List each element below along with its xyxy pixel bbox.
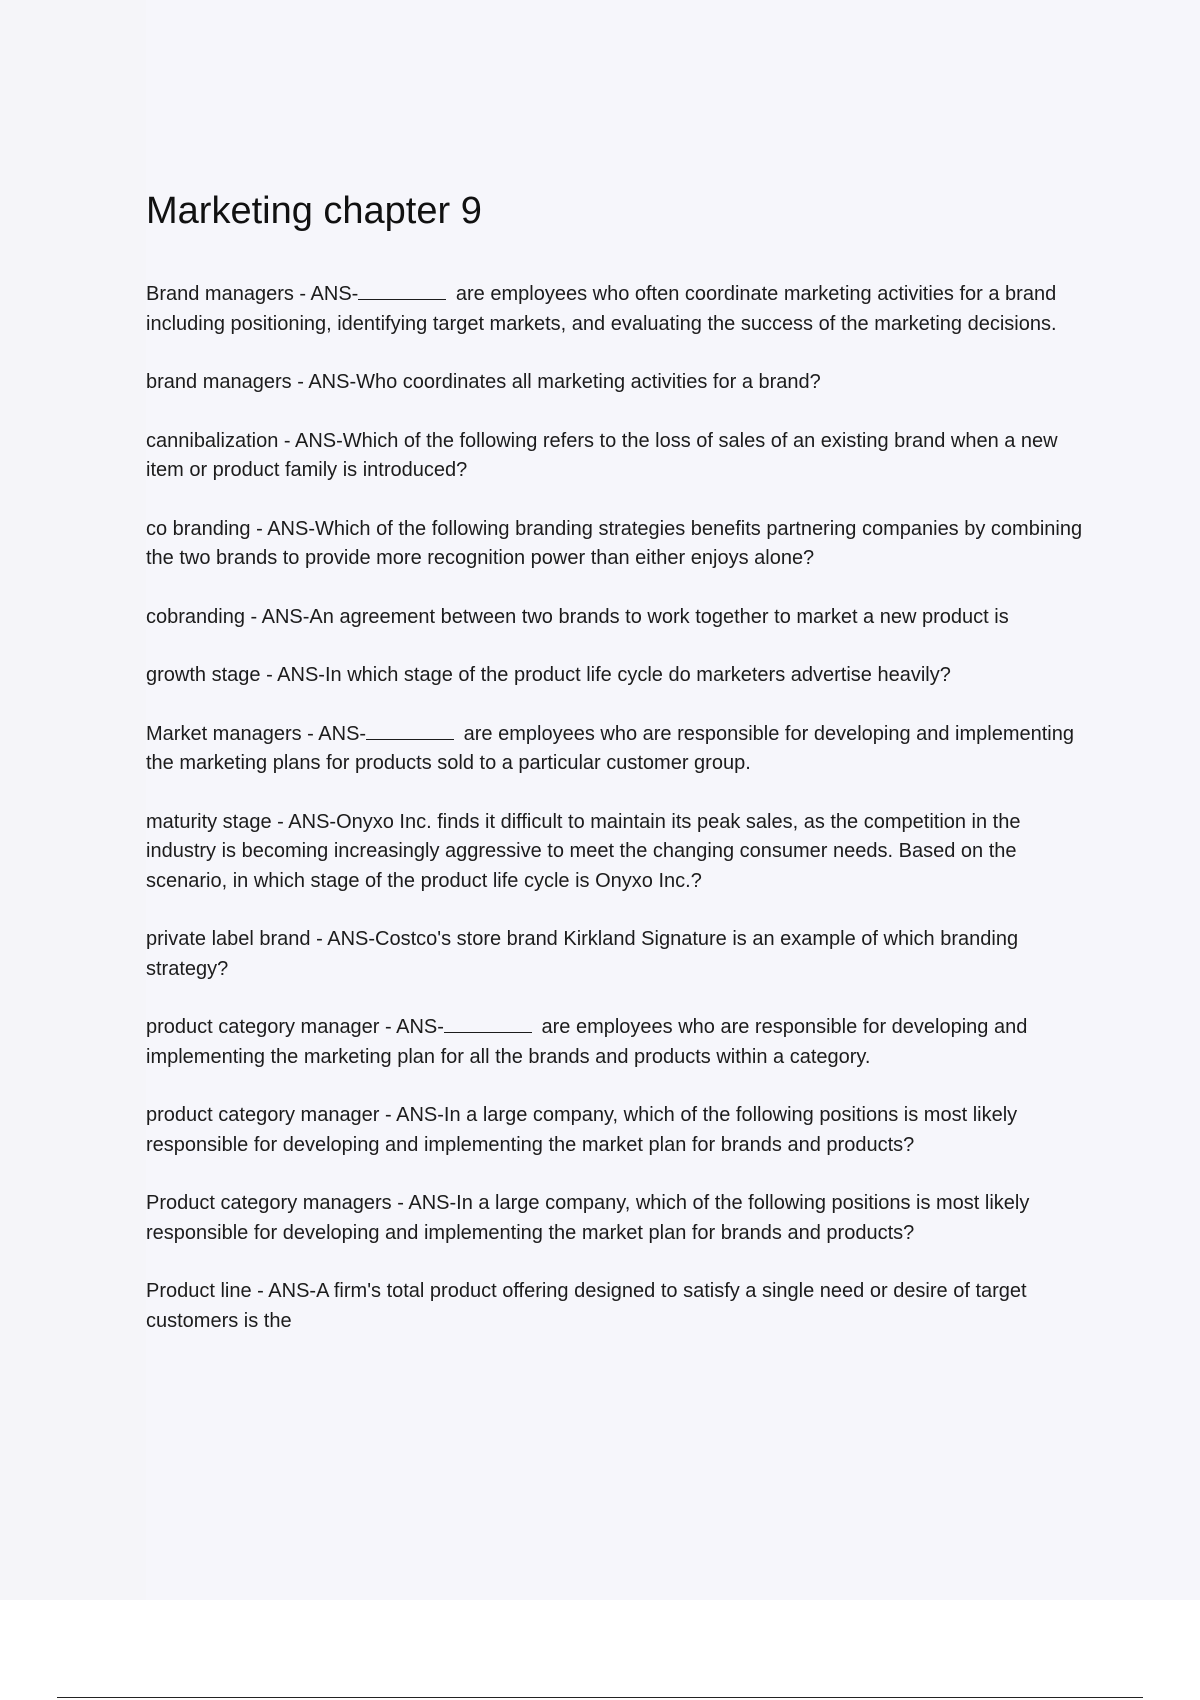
fill-in-blank bbox=[366, 722, 454, 740]
entry-answer: In which stage of the product life cycle do marketers advertise heavily? bbox=[324, 664, 951, 686]
entry-separator: - ANS- bbox=[271, 810, 337, 833]
entry-term: brand managers bbox=[146, 371, 292, 393]
entry-term: product category manager bbox=[146, 1016, 380, 1038]
page-margin bbox=[0, 0, 146, 1600]
flashcard-entry bbox=[146, 368, 1086, 398]
entry-answer: are employees who are responsible for developing and implementing the marketing plan for all the brands and products within a category. bbox=[146, 1016, 1028, 1068]
document-content bbox=[146, 184, 1086, 1365]
entry-answer: In a large company, which of the following positions is most likely responsible for developing and implementing the market plan for brands and products? bbox=[146, 1104, 1018, 1156]
entry-answer: Onyxo Inc. finds it difficult to maintain its peak sales, as the competition in the industry is becoming increasingly aggressive to meet the changing consumer needs. Based on the scenario, in which stage of the product life cycle is Onyxo Inc.? bbox=[146, 810, 1021, 892]
flashcard-entry bbox=[146, 1013, 1086, 1072]
entry-separator: - ANS- bbox=[291, 371, 357, 393]
entry-answer: are employees who are responsible for developing and implementing the marketing plans for products sold to a particular customer group. bbox=[146, 722, 1074, 774]
entry-answer: In a large company, which of the following positions is most likely responsible for developing and implementing the market plan for brands and products? bbox=[146, 1192, 1030, 1244]
flashcard-entry bbox=[146, 280, 1086, 339]
fill-in-blank bbox=[444, 1015, 532, 1033]
entry-list bbox=[146, 280, 1086, 1336]
entry-term: Product category managers bbox=[146, 1192, 392, 1214]
entry-term: cobranding bbox=[146, 605, 245, 628]
entry-term: maturity stage bbox=[146, 810, 272, 833]
entry-term: Brand managers bbox=[146, 283, 294, 305]
entry-answer: Which of the following branding strategies benefits partnering companies by combining the two brands to provide more recognition power than either enjoys alone? bbox=[146, 517, 1083, 569]
entry-term: Product line bbox=[146, 1280, 252, 1302]
entry-separator: - ANS- bbox=[278, 429, 343, 452]
entry-separator: - ANS- bbox=[244, 605, 310, 628]
entry-term: product category manager bbox=[146, 1104, 380, 1126]
flashcard-entry bbox=[146, 720, 1086, 779]
fill-in-blank bbox=[358, 282, 446, 300]
flashcard-entry bbox=[146, 603, 1086, 633]
entry-term: private label brand bbox=[146, 928, 311, 950]
entry-answer: Costco's store brand Kirkland Signature is an example of which branding strategy? bbox=[146, 928, 1019, 980]
flashcard-entry bbox=[146, 1277, 1086, 1336]
entry-term: co branding bbox=[146, 517, 251, 540]
document-title: Marketing chapter 9 bbox=[146, 190, 482, 232]
footer-divider bbox=[57, 1697, 1143, 1698]
entry-term: cannibalization bbox=[146, 429, 279, 452]
entry-separator: - ANS- bbox=[379, 1016, 444, 1038]
entry-answer: Which of the following refers to the loss of sales of an existing brand when a new item or product family is introduced? bbox=[146, 429, 1058, 481]
entry-separator: - ANS- bbox=[260, 664, 325, 686]
entry-separator: - ANS- bbox=[250, 517, 315, 540]
flashcard-entry bbox=[146, 1189, 1086, 1248]
entry-term: growth stage bbox=[146, 664, 261, 686]
entry-answer: A firm's total product offering designed to satisfy a single need or desire of target customers is the bbox=[146, 1280, 1027, 1332]
flashcard-entry bbox=[146, 1101, 1086, 1160]
entry-answer: An agreement between two brands to work together to market a new product is bbox=[309, 605, 1009, 628]
entry-separator: - ANS- bbox=[310, 928, 376, 950]
entry-separator: - ANS- bbox=[301, 722, 367, 745]
entry-separator: - ANS- bbox=[293, 283, 359, 305]
entry-term: Market managers bbox=[146, 722, 302, 745]
entry-separator: - ANS- bbox=[251, 1280, 317, 1302]
entry-separator: - ANS- bbox=[379, 1104, 444, 1126]
entry-answer: Who coordinates all marketing activities for a brand? bbox=[356, 371, 821, 393]
entry-answer: are employees who often coordinate marketing activities for a brand including positioning, identifying target markets, and evaluating the success of the marketing decisions. bbox=[146, 283, 1057, 335]
flashcard-entry bbox=[146, 661, 1086, 691]
flashcard-entry bbox=[146, 925, 1086, 984]
flashcard-entry bbox=[146, 808, 1086, 897]
flashcard-entry bbox=[146, 515, 1086, 574]
entry-separator: - ANS- bbox=[391, 1192, 457, 1214]
flashcard-entry bbox=[146, 427, 1086, 486]
